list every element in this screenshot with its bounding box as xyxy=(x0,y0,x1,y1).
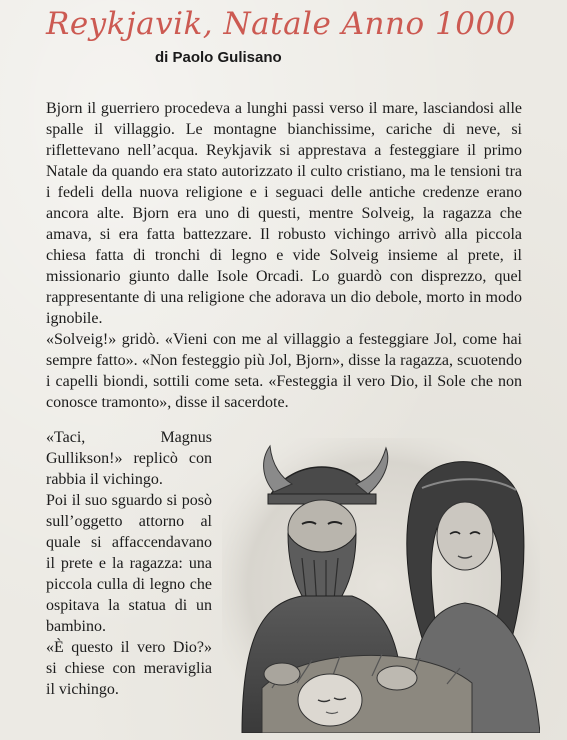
column-paragraph: Poi il suo sguardo si posò sull’oggetto attorno al quale si affaccendavano il prete e la ragazza: una piccola culla di legno che ospitava la statua di un bambino. xyxy=(46,492,212,635)
article-title: Reykjavik, Natale Anno 1000 xyxy=(46,6,516,42)
illustration xyxy=(222,438,540,733)
narrow-column-text xyxy=(46,427,212,700)
column-paragraph: «È questo il vero Dio?» si chiese con meraviglia il vichingo. xyxy=(46,639,212,698)
column-paragraph: «Taci, Magnus Gullikson!» replicò con rabbia il vichingo. xyxy=(46,429,212,488)
body-paragraph: Bjorn il guerriero procedeva a lunghi passi verso il mare, lasciandosi alle spalle il villaggio. Le montagne bianchissime, cariche di neve, si riflettevano nell’acqua. Reykjavik si apprestava a festeggiare il primo Natale da quando era stato autorizzato il culto cristiano, ma le tensioni tra i fedeli della nuova religione e i seguaci delle antiche credenze erano ancora alte. Bjorn era uno di questi, mentre Solveig, la ragazza che amava, si era fatta battezzare. Il robusto vichingo arrivò alla piccola chiesa fatta di tronchi di legno e vide Solveig insieme al prete, il missionario giunto dalle Isole Orcadi. Lo guardò con disprezzo, quel rappresentante di una religione che adorava un dio debole, morto in modo ignobile. xyxy=(46,100,522,327)
body-paragraph: «Solveig!» gridò. «Vieni con me al villaggio a festeggiare Jol, come hai sempre fatto». «Non festeggio più Jol, Bjorn», disse la ragazza, scuotendo i capelli biondi, sottili come seta. «Festeggia il vero Dio, il Sole che non conosce tramonto», disse il sacerdote. xyxy=(46,331,522,411)
article-author: di Paolo Gulisano xyxy=(155,49,282,66)
article-body xyxy=(46,98,522,413)
nativity-sketch-image xyxy=(222,438,540,733)
